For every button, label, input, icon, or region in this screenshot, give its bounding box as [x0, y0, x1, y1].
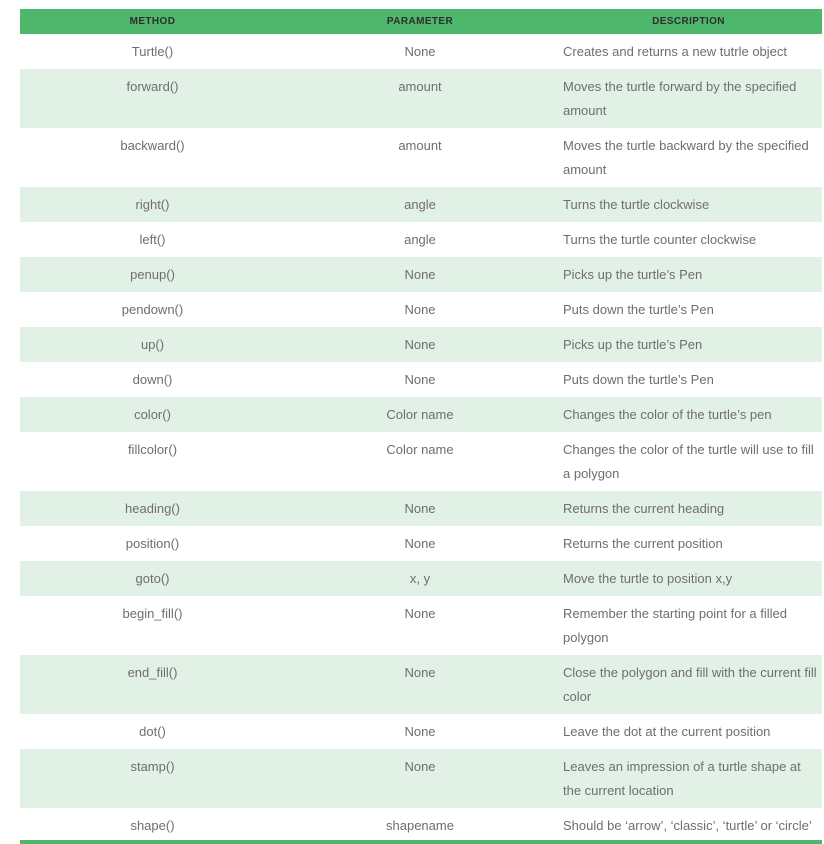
methods-table [20, 9, 822, 843]
table-row [20, 808, 822, 843]
table-header [20, 9, 822, 34]
cell-description: Leaves an impression of a turtle shape at the current location [555, 749, 822, 808]
cell-description: Picks up the turtle’s Pen [555, 257, 822, 292]
cell-method: position() [20, 526, 285, 561]
cell-description: Moves the turtle forward by the specified amount [555, 69, 822, 128]
cell-method: pendown() [20, 292, 285, 327]
table-row [20, 561, 822, 596]
table-row [20, 34, 822, 69]
cell-description: Turns the turtle counter clockwise [555, 222, 822, 257]
table-row [20, 257, 822, 292]
cell-description: Puts down the turtle’s Pen [555, 292, 822, 327]
methods-table-container [20, 9, 822, 843]
cell-method: begin_fill() [20, 596, 285, 655]
cell-description: Leave the dot at the current position [555, 714, 822, 749]
cell-method: shape() [20, 808, 285, 843]
table-row [20, 432, 822, 491]
cell-parameter: angle [285, 222, 555, 257]
cell-method: up() [20, 327, 285, 362]
header-cell-description: DESCRIPTION [555, 9, 822, 34]
table-row [20, 491, 822, 526]
cell-parameter: None [285, 526, 555, 561]
cell-method: fillcolor() [20, 432, 285, 491]
cell-parameter: None [285, 257, 555, 292]
cell-description: Remember the starting point for a filled polygon [555, 596, 822, 655]
cell-parameter: None [285, 749, 555, 808]
cell-method: left() [20, 222, 285, 257]
table-row [20, 327, 822, 362]
table-row [20, 655, 822, 714]
cell-method: forward() [20, 69, 285, 128]
cell-parameter: None [285, 655, 555, 714]
cell-description: Turns the turtle clockwise [555, 187, 822, 222]
cell-method: heading() [20, 491, 285, 526]
table-body [20, 34, 822, 843]
table-row [20, 69, 822, 128]
cell-description: Moves the turtle backward by the specified amount [555, 128, 822, 187]
next-table-header-partial [20, 840, 822, 844]
cell-method: color() [20, 397, 285, 432]
table-row [20, 526, 822, 561]
cell-description: Returns the current heading [555, 491, 822, 526]
cell-description: Should be ‘arrow’, ‘classic’, ‘turtle’ or ‘circle’ [555, 808, 822, 843]
cell-description: Creates and returns a new tutrle object [555, 34, 822, 69]
cell-method: penup() [20, 257, 285, 292]
cell-parameter: None [285, 491, 555, 526]
cell-parameter: None [285, 327, 555, 362]
table-row [20, 222, 822, 257]
cell-description: Move the turtle to position x,y [555, 561, 822, 596]
header-cell-parameter: PARAMETER [285, 9, 555, 34]
cell-parameter: angle [285, 187, 555, 222]
cell-parameter: None [285, 714, 555, 749]
cell-method: end_fill() [20, 655, 285, 714]
cell-method: backward() [20, 128, 285, 187]
table-row [20, 596, 822, 655]
cell-description: Close the polygon and fill with the current fill color [555, 655, 822, 714]
cell-description: Changes the color of the turtle will use to fill a polygon [555, 432, 822, 491]
cell-method: goto() [20, 561, 285, 596]
cell-description: Picks up the turtle’s Pen [555, 327, 822, 362]
cell-parameter: None [285, 34, 555, 69]
cell-method: dot() [20, 714, 285, 749]
cell-description: Returns the current position [555, 526, 822, 561]
table-row [20, 128, 822, 187]
table-row [20, 749, 822, 808]
table-row [20, 362, 822, 397]
cell-method: stamp() [20, 749, 285, 808]
header-cell-method: METHOD [20, 9, 285, 34]
table-row [20, 187, 822, 222]
cell-parameter: None [285, 292, 555, 327]
cell-parameter: x, y [285, 561, 555, 596]
cell-parameter: shapename [285, 808, 555, 843]
cell-method: down() [20, 362, 285, 397]
table-row [20, 397, 822, 432]
table-row [20, 292, 822, 327]
cell-description: Changes the color of the turtle’s pen [555, 397, 822, 432]
cell-parameter: Color name [285, 432, 555, 491]
cell-parameter: None [285, 596, 555, 655]
cell-method: Turtle() [20, 34, 285, 69]
cell-method: right() [20, 187, 285, 222]
header-row [20, 9, 822, 34]
cell-parameter: amount [285, 69, 555, 128]
cell-parameter: None [285, 362, 555, 397]
cell-parameter: Color name [285, 397, 555, 432]
cell-parameter: amount [285, 128, 555, 187]
table-row [20, 714, 822, 749]
cell-description: Puts down the turtle’s Pen [555, 362, 822, 397]
